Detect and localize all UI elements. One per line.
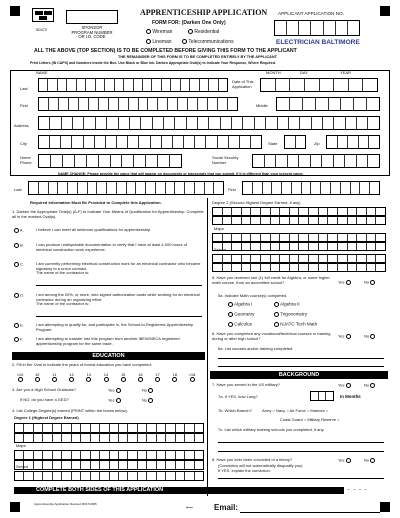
first-name-2-label: First <box>228 187 236 192</box>
contractor-c-line[interactable] <box>36 285 202 286</box>
grade-radio[interactable] <box>86 377 91 382</box>
page-title: APPRENTICESHIP APPLICATION <box>140 8 268 17</box>
radio-wireman[interactable] <box>146 29 151 34</box>
option-f-text: I am attempting to transfer into this program from another IBEW/NECA registered apprenticeship program for the same trade. <box>36 336 180 346</box>
major1-boxes[interactable] <box>14 450 204 460</box>
q8-yes[interactable]: Yes <box>338 458 351 463</box>
degree2-label: Degree 2 (Second Highest Degree Earned, if any) <box>212 200 301 205</box>
school2-boxes[interactable] <box>212 254 386 263</box>
q7b-branches[interactable]: Army ○ Navy ○ Air Force ○ Marines ○ <box>262 408 329 413</box>
q7b-branches-2[interactable]: Coast Guard ○ Military Reserve ○ <box>280 417 340 422</box>
q3-no[interactable]: No <box>142 388 153 393</box>
grade-option[interactable] <box>186 372 198 383</box>
education-header: EDUCATION <box>12 352 205 360</box>
grade-option[interactable] <box>169 372 181 383</box>
q6-yes[interactable]: Yes <box>338 334 351 339</box>
q7-yes[interactable]: Yes <box>338 383 351 388</box>
q7a-text: 7a. If YES, how Long? <box>218 394 258 399</box>
major2-label: Major <box>214 226 225 231</box>
grade-option[interactable] <box>117 372 129 383</box>
grade-option[interactable] <box>14 372 26 383</box>
corner-marker <box>380 6 390 16</box>
math-algebra2[interactable]: Algebra II <box>274 302 300 307</box>
zip-label: Zip <box>314 141 320 146</box>
option-lineman[interactable]: Lineman <box>146 39 172 44</box>
q7b-text: 7b. Which Branch? <box>218 408 252 413</box>
grade-label: 18 <box>172 372 178 377</box>
school2-label: School <box>214 247 227 252</box>
radio-d[interactable] <box>14 293 19 298</box>
option-residential[interactable]: Residential <box>188 29 219 34</box>
grade-label: 10 <box>34 372 40 377</box>
q2-text: 2. Fill in the Oval to indicate the years of formal education you have completed: <box>12 362 152 367</box>
last-name-boxes[interactable] <box>38 78 228 92</box>
q6-no[interactable]: No <box>364 334 375 339</box>
month-label: MONTH <box>266 70 281 75</box>
q7c-text: 7c. List which military training schools you completed, if any. <box>218 427 325 432</box>
radio-q7-yes[interactable] <box>346 383 351 388</box>
revision-note: Apprenticeship Application Revised 06/17/2005 <box>34 502 97 506</box>
grade-radio[interactable] <box>35 377 40 382</box>
city-label: City <box>20 141 27 146</box>
radio-njatc[interactable] <box>274 322 279 327</box>
arrow-icon: ⟸ <box>186 505 194 511</box>
date-boxes[interactable] <box>260 78 378 92</box>
address-label: Address <box>14 123 29 128</box>
form-for-label: FORM FOR: (Darken One Only) <box>152 20 226 26</box>
grade-option[interactable] <box>100 372 112 383</box>
dashes: - - - - - <box>342 487 368 493</box>
form-code: 50472 <box>36 27 48 32</box>
radio-telecom[interactable] <box>182 39 187 44</box>
q6a-line-2[interactable] <box>218 366 384 367</box>
degree1-label: Degree 1 (Highest Degree Earned) <box>14 415 79 420</box>
grade-radio[interactable] <box>104 377 109 382</box>
major2-boxes-2[interactable] <box>212 242 386 251</box>
radio-q3-no[interactable] <box>148 388 153 393</box>
first-name-2-boxes[interactable] <box>242 181 380 195</box>
option-b[interactable]: B. <box>14 243 24 248</box>
last-name-2-boxes[interactable] <box>28 181 224 195</box>
q7c-line-1[interactable] <box>218 442 384 443</box>
q3b-text: If NO, do you have a GED? <box>20 397 69 402</box>
ssn-label: Social Security Number <box>212 155 239 165</box>
radio-q7-no[interactable] <box>370 383 375 388</box>
math-algebra1[interactable]: Algebra I <box>228 302 252 307</box>
email-line[interactable] <box>240 512 380 513</box>
q3b-no[interactable]: No <box>142 398 153 403</box>
math-njatc[interactable]: NJATC Tech Math <box>274 322 317 327</box>
radio-lineman[interactable] <box>146 39 151 44</box>
option-b-text: I can produce undisputable documentation to verify that I have at least 4,000 hours of electrical construction work experience. <box>36 242 187 252</box>
q8-line-1[interactable] <box>218 478 384 479</box>
degree2-boxes-2[interactable] <box>212 216 386 225</box>
q6a-text: 6a. List courses and/or training completed. <box>218 346 294 351</box>
radio-q3b-no[interactable] <box>148 398 153 403</box>
q3b-yes[interactable]: Yes <box>108 398 121 403</box>
option-e[interactable]: E. <box>14 323 24 328</box>
option-a[interactable]: A. <box>14 228 24 233</box>
first-name-boxes[interactable] <box>38 97 238 111</box>
sponsor-box[interactable] <box>66 10 118 24</box>
option-c[interactable]: C. <box>14 262 24 267</box>
top-section-banner: ALL THE ABOVE (TOP SECTION) IS TO BE COMPLETED BEFORE GIVING THIS FORM TO THE APPLICANT <box>34 48 297 54</box>
degree2-boxes[interactable] <box>212 207 386 216</box>
applicant-no-label: APPLICANT APPLICATION NO. <box>278 11 344 16</box>
q7-no[interactable]: No <box>364 383 375 388</box>
radio-q8-yes[interactable] <box>346 458 351 463</box>
grade-label: 17 <box>155 372 160 377</box>
radio-algebra2[interactable] <box>274 302 279 307</box>
option-d[interactable]: D. <box>14 293 24 298</box>
radio-f[interactable] <box>14 337 19 342</box>
corner-marker <box>10 6 20 16</box>
q5-yes[interactable]: Yes <box>338 280 351 285</box>
grade-radio[interactable] <box>52 377 57 382</box>
grade-label: 15 <box>120 372 126 377</box>
radio-e[interactable] <box>14 323 19 328</box>
instructions: Print Letters (IN CAPS) and Numbers Inside the Box. Use Black or Blue Ink. Darken Appropriate Oval(s) to Indicate Your Response, Where Required. <box>30 61 276 65</box>
q8b-text: (Conviction will not automatically disqualify you) If YES, explain the conviction. <box>218 463 303 473</box>
math-geometry[interactable]: Geometry <box>228 312 254 317</box>
middle-name-label: Middle <box>256 103 268 108</box>
ibew-logo <box>32 8 54 22</box>
major2-boxes[interactable] <box>212 233 386 242</box>
grade-radio[interactable] <box>172 377 177 382</box>
column-divider <box>207 198 208 496</box>
corner-marker <box>10 502 20 512</box>
radio-geometry[interactable] <box>228 312 233 317</box>
ssn-boxes[interactable] <box>252 154 380 168</box>
degree1-boxes[interactable] <box>14 423 204 433</box>
grade-label: 13 <box>86 372 92 377</box>
option-wireman[interactable]: Wireman <box>146 29 172 34</box>
grade-radio[interactable] <box>155 377 160 382</box>
corner-marker <box>380 502 390 512</box>
last-name-label: Last <box>20 86 28 91</box>
q8-text: 8. Have you ever been convicted of a felony? <box>212 457 293 462</box>
q3-yes[interactable]: Yes <box>108 388 121 393</box>
date-label: Date of This Application <box>232 79 254 89</box>
math-calculus[interactable]: Calculus <box>228 322 252 327</box>
school1-boxes[interactable] <box>14 471 204 481</box>
grade-label: <10 <box>16 372 24 377</box>
state-label: State <box>268 141 278 146</box>
radio-b[interactable] <box>14 243 19 248</box>
radio-algebra1[interactable] <box>228 302 233 307</box>
q7a-months-label: In Months <box>340 394 361 399</box>
grade-radio[interactable] <box>138 377 143 382</box>
radio-q5-no[interactable] <box>370 280 375 285</box>
grade-option[interactable] <box>48 372 60 383</box>
stamp-text: ELECTRICIAN BALTIMORE <box>276 39 360 46</box>
grade-option[interactable] <box>83 372 95 383</box>
grade-radio[interactable] <box>69 377 74 382</box>
name-label: NAME <box>36 70 48 75</box>
first-name-label: First <box>20 103 28 108</box>
grade-label: >18 <box>188 372 196 377</box>
option-c-text: I am currently performing electrical construction work for an electrical contractor who became signatory to a union contract. The name of the contractor is: <box>36 261 201 276</box>
required-info-note: Required Information Must Be Provided to Complete this Application. <box>30 200 162 205</box>
grade-label: 16 <box>138 372 143 377</box>
radio-c[interactable] <box>14 262 19 267</box>
radio-trigonometry[interactable] <box>274 312 279 317</box>
radio-q6-yes[interactable] <box>346 334 351 339</box>
state-boxes[interactable] <box>284 135 306 149</box>
q1-text: 1. Darken the Appropriate Oval(s) (A-F) to Indicate Your Means of Qualification for Apprenticeship. Complete all in the marked Oval(s). <box>12 209 204 219</box>
math-trigonometry[interactable]: Trigonometry <box>274 312 307 317</box>
radio-residential[interactable] <box>188 29 193 34</box>
radio-calculus[interactable] <box>228 322 233 327</box>
email-label: Email: <box>214 503 239 512</box>
option-a-text: I believe I can meet all minimum qualifications for apprenticeship. <box>36 227 152 232</box>
grade-option[interactable] <box>31 372 43 383</box>
option-e-text: I am attempting to qualify for, and participate in, the School-to-Registered-Apprenticeship Program. <box>36 322 194 332</box>
grade-option[interactable] <box>66 372 78 383</box>
grade-radio[interactable] <box>121 377 126 382</box>
day-label: DAY <box>300 70 308 75</box>
zip-boxes[interactable] <box>326 135 380 149</box>
school2-boxes-2[interactable] <box>212 263 386 272</box>
grade-label: 14 <box>103 372 109 377</box>
grade-radio[interactable] <box>190 377 195 382</box>
grade-option[interactable] <box>152 372 164 383</box>
q7c-line-2[interactable] <box>218 451 384 452</box>
q3-text: 3. Are you a High School Graduate? <box>12 387 77 392</box>
option-d-text: I am among the 20%, or more, who signed authorization cards while working for an electrical contractor during an organizing effort. The name of the contractor is: <box>36 292 200 307</box>
home-phone-label: Home Phone <box>20 155 32 165</box>
grade-radio[interactable] <box>18 377 23 382</box>
q8-no[interactable]: No <box>364 458 375 463</box>
radio-q3b-yes[interactable] <box>116 398 121 403</box>
major1-boxes-2[interactable] <box>14 460 204 470</box>
q7-text: 7. Have you served in the US military? <box>212 382 281 387</box>
q5-no[interactable]: No <box>364 280 375 285</box>
radio-q8-no[interactable] <box>370 458 375 463</box>
q4-text: 4. List College Degree(s) earned (PRINT within the boxes below). <box>12 408 128 413</box>
school1-label: School <box>16 464 29 469</box>
option-telecom[interactable]: Telecommunications <box>182 39 234 44</box>
radio-a[interactable] <box>14 228 19 233</box>
radio-q6-no[interactable] <box>370 334 375 339</box>
home-phone-boxes[interactable] <box>38 154 182 168</box>
remainder-banner: THE REMAINDER OF THIS FORM IS TO BE COMPLETED ENTIRELY BY THE APPLICANT <box>118 55 277 59</box>
radio-q5-yes[interactable] <box>346 280 351 285</box>
q6a-line-1[interactable] <box>218 358 384 359</box>
option-f[interactable]: F. <box>14 337 23 342</box>
middle-name-boxes[interactable] <box>276 97 380 111</box>
radio-q3-yes[interactable] <box>116 388 121 393</box>
name-change-note: NAME CHANGE: Please provide the name that will appear on documents or transcripts that you submit, if it is different than your present name. <box>58 172 304 176</box>
applicant-no-boxes[interactable] <box>274 20 360 36</box>
q6-text: 6. Have you completed any vocational/technical courses or training during or after high school? <box>212 331 331 341</box>
city-boxes[interactable] <box>38 135 262 149</box>
grade-label: 12 <box>69 372 74 377</box>
q7a-boxes[interactable] <box>310 391 334 401</box>
contractor-d-line[interactable] <box>36 316 202 317</box>
complete-both-sides-banner: COMPLETE BOTH SIDES OF THIS APPLICATION <box>14 487 344 494</box>
sponsor-label: SPONSOR PROGRAM NUMBER OR I.D. CODE <box>71 25 113 40</box>
address-boxes[interactable] <box>38 116 380 130</box>
grade-label: 11 <box>52 372 57 377</box>
grade-option[interactable] <box>134 372 146 383</box>
q5a-text: 5a. Indicate Math course(s) completed. <box>218 293 288 298</box>
year-label: YEAR <box>340 70 351 75</box>
last-name-2-label: Last <box>14 187 22 192</box>
q5-text: 5. Have you received one (1) full credit for Algebra, or some higher math course, from an accredited school? <box>212 275 330 285</box>
background-header: BACKGROUND <box>210 371 388 379</box>
major1-label: Major <box>16 443 27 448</box>
degree1-boxes-2[interactable] <box>14 433 204 443</box>
